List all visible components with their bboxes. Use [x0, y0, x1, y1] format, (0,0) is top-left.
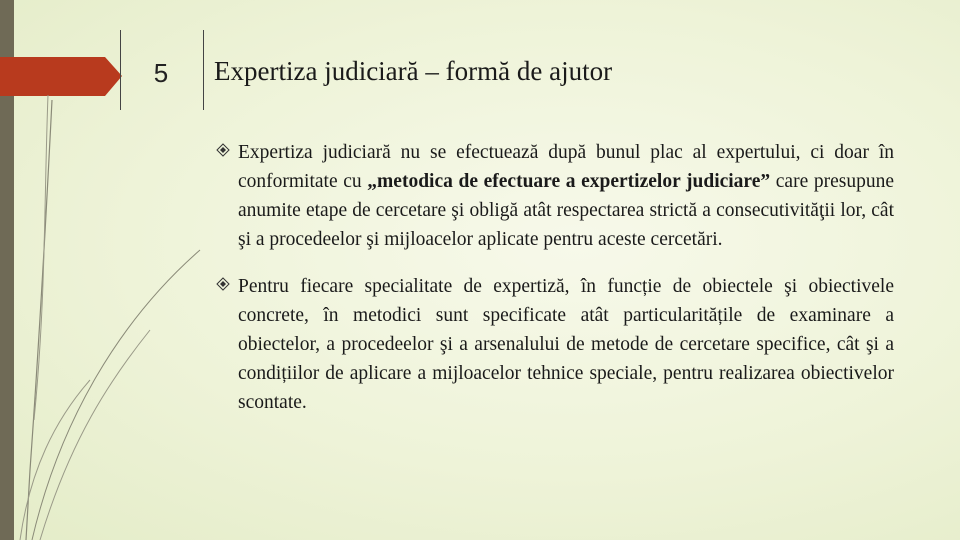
- left-sidebar-strip: [0, 0, 14, 540]
- slide-number-box: [120, 30, 204, 110]
- bullet-list: [214, 138, 894, 435]
- bullet-text: [238, 272, 894, 417]
- bullet-text: [238, 138, 894, 254]
- bullet-text-part: Expertiza judiciară nu se efectuează după bunul plac al expertului, ci doar în conformitate cu: [238, 142, 894, 192]
- bullet-text-part: Pentru fiecare specialitate de expertiză, în funcție de obiectele şi obiectivele concrete, în metodici sunt specificate atât particularitățile de examinare a obiectelor, a procedeelor şi a arsenalului de metode de cercetare specifice, cât şi a condițiilor de aplicare a mijloacelor tehnice speciale, pentru realizarea obiectivelor scontate.: [238, 276, 894, 413]
- diamond-bullet-icon: [216, 277, 230, 291]
- bullet-item: [214, 272, 894, 417]
- bullet-text-part: care presupune anumite etape de cercetare şi obligă atât respectarea strictă a consecutivităţii lor, cât şi a procedeelor şi mijloacelor aplicate pentru aceste cercetări.: [238, 171, 894, 250]
- bullet-text-bold: „metodica de efectuare a expertizelor judiciare”: [367, 171, 771, 192]
- diamond-bullet-icon: [216, 143, 230, 157]
- red-arrow-tab: [0, 57, 122, 96]
- bullet-item: [214, 138, 894, 254]
- slide-number: 5: [153, 58, 169, 88]
- slide-title: Expertiza judiciară – formă de ajutor: [214, 56, 613, 86]
